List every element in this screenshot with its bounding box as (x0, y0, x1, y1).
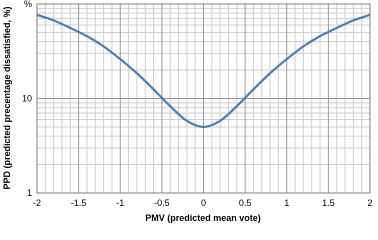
x-tick-label: -1.5 (70, 198, 87, 208)
x-tick-label: 0.5 (238, 198, 252, 208)
y-axis-title: PPD (predicted precentage dissatisfied, %) (2, 6, 12, 190)
y-tick-label: 1 (26, 188, 32, 198)
x-tick-label: 2 (367, 198, 373, 208)
y-tick-labels (22, 0, 32, 198)
x-tick-label: 1 (284, 198, 290, 208)
x-tick-label: -1 (116, 198, 125, 208)
y-tick-label: 10 (21, 93, 32, 104)
x-tick-label: -2 (32, 198, 42, 208)
y-tick-label: % (23, 0, 32, 9)
x-tick-label: -0.5 (154, 198, 170, 208)
x-tick-label: 1.5 (322, 198, 335, 208)
x-tick-label: 0 (200, 198, 207, 208)
x-axis-title: PMV (predicted mean vote) (145, 213, 261, 223)
x-tick-labels (33, 198, 373, 208)
